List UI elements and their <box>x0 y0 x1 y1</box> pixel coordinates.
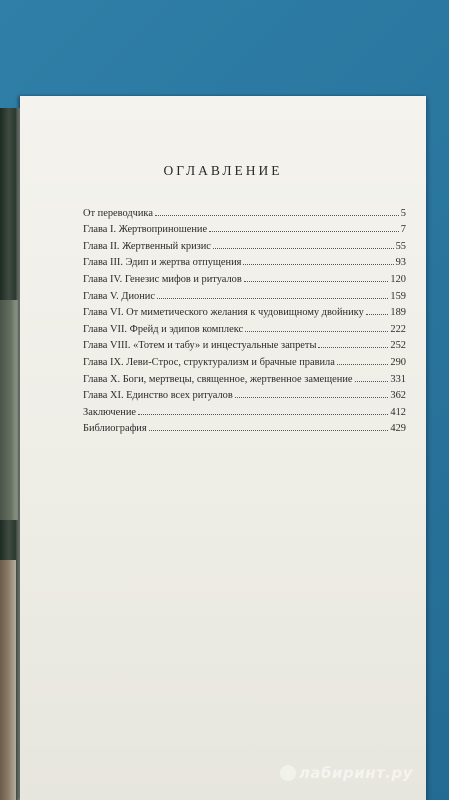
toc-label: Глава I. Жертвоприношение <box>83 224 208 236</box>
toc-heading: ОГЛАВЛЕНИЕ <box>163 163 283 178</box>
toc-row <box>83 351 406 368</box>
book-page <box>20 96 426 800</box>
site-watermark <box>280 764 413 782</box>
toc-page: 93 <box>395 257 406 269</box>
toc-row <box>83 418 406 435</box>
toc-label: Глава IX. Леви-Строс, структурализм и брачные правила <box>83 356 335 368</box>
toc-label: Глава X. Боги, мертвецы, священное, жертвенное замещение <box>83 373 353 385</box>
toc-row <box>83 235 406 252</box>
toc-page: 412 <box>390 406 406 418</box>
toc-page: 222 <box>390 323 406 335</box>
toc-row <box>83 285 406 302</box>
toc-leader <box>318 347 388 348</box>
toc-leader <box>209 231 399 232</box>
toc-page: 120 <box>390 273 406 285</box>
toc-leader <box>244 281 389 282</box>
toc-leader <box>366 314 389 315</box>
toc-page: 55 <box>395 240 406 252</box>
toc-page: 159 <box>390 290 406 302</box>
toc-leader <box>213 248 394 249</box>
toc-label: Глава V. Дионис <box>83 290 155 302</box>
book-spine-edge-low <box>0 560 16 800</box>
toc-row <box>83 202 406 219</box>
toc-page: 290 <box>390 356 406 368</box>
toc-row <box>83 252 406 269</box>
toc-page: 189 <box>390 307 406 319</box>
toc-label: Библиография <box>83 423 147 435</box>
toc-leader <box>243 264 393 265</box>
toc-row <box>83 219 406 236</box>
toc-label: Глава VII. Фрейд и эдипов комплекс <box>83 323 244 335</box>
toc-row <box>83 318 406 335</box>
toc-page: 429 <box>390 423 406 435</box>
toc-label: Глава II. Жертвенный кризис <box>83 240 211 252</box>
toc-label: Глава IV. Генезис мифов и ритуалов <box>83 273 242 285</box>
book-spine-edge-mid <box>0 300 18 520</box>
watermark-text: лабиринт.ру <box>298 764 413 782</box>
toc-page: 331 <box>390 373 406 385</box>
toc-leader <box>245 331 388 332</box>
toc-leader <box>138 414 388 415</box>
labirint-logo-icon <box>280 765 296 781</box>
toc-page: 252 <box>390 340 406 352</box>
toc-page: 7 <box>400 224 406 236</box>
toc-list <box>83 202 406 434</box>
toc-leader <box>235 397 389 398</box>
toc-label: От переводчика <box>83 207 153 219</box>
toc-page: 362 <box>390 390 406 402</box>
toc-row <box>83 268 406 285</box>
toc-leader <box>157 298 388 299</box>
toc-row <box>83 401 406 418</box>
toc-row <box>83 368 406 385</box>
toc-page: 5 <box>400 207 406 219</box>
toc-label: Глава VI. От миметического желания к чудовищному двойнику <box>83 307 364 319</box>
toc-label: Глава XI. Единство всех ритуалов <box>83 390 233 402</box>
toc-row <box>83 335 406 352</box>
toc-row <box>83 385 406 402</box>
toc-label: Глава VIII. «Тотем и табу» и инцестуальные запреты <box>83 340 317 352</box>
toc-leader <box>149 430 389 431</box>
toc-label: Заключение <box>83 406 136 418</box>
toc-leader <box>337 364 389 365</box>
toc-label: Глава III. Эдип и жертва отпущения <box>83 257 242 269</box>
toc-leader <box>355 381 389 382</box>
toc-leader <box>155 215 399 216</box>
toc-row <box>83 302 406 319</box>
